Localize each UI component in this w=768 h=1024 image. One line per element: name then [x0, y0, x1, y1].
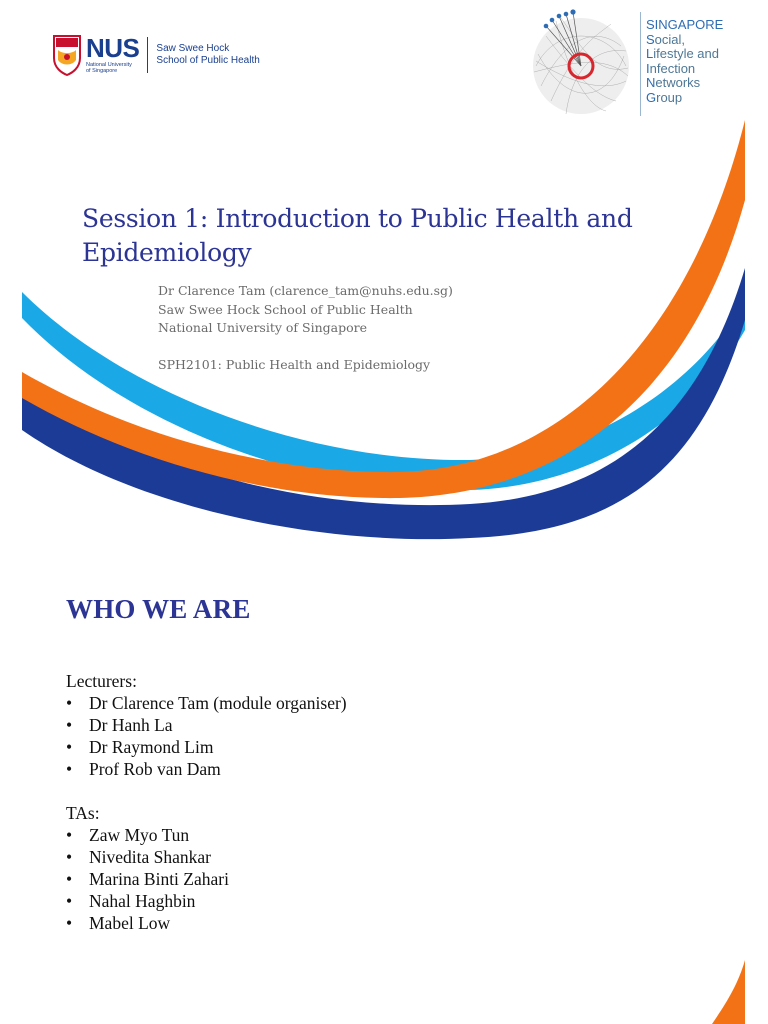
sling-line-5: Networks: [646, 75, 701, 90]
sling-line-6: Group: [646, 89, 683, 105]
sling-line-4: Infection: [646, 60, 696, 76]
school-name-line2: School of Public Health: [156, 55, 260, 66]
sling-line-1: SINGAPORE: [646, 17, 724, 32]
nus-sub-line1: National University: [86, 62, 132, 68]
bullet-icon: •: [66, 847, 73, 867]
sling-logo-text: [646, 18, 723, 105]
sling-logo-divider: [640, 12, 641, 116]
tas-label: TAs:: [66, 803, 100, 823]
bullet-icon: •: [66, 891, 73, 911]
lecturers-label: Lecturers:: [66, 671, 137, 691]
author-block: [158, 282, 453, 338]
list-item: • Dr Raymond Lim: [66, 737, 214, 757]
bullet-icon: •: [66, 737, 73, 757]
lecturers-list: [66, 692, 347, 780]
people-list: [66, 670, 347, 934]
nus-sub-line2: of Singapore: [86, 68, 118, 74]
tas-list: [66, 824, 347, 934]
sling-line-3: Lifestyle and: [646, 46, 719, 61]
nus-logo-divider: [147, 37, 148, 73]
list-item: • Dr Clarence Tam (module organiser): [66, 693, 347, 713]
sling-network-logo-icon: [526, 6, 636, 118]
school-name-line1: Saw Swee Hock: [156, 43, 230, 54]
list-item: • Prof Rob van Dam: [66, 759, 221, 779]
list-item: • Mabel Low: [66, 913, 171, 933]
bottom-orange-sliver: [712, 960, 745, 1024]
list-item: • Nahal Haghbin: [66, 891, 196, 911]
nus-crest-icon: [52, 34, 82, 76]
bullet-icon: •: [66, 715, 73, 735]
author-school: Saw Swee Hock School of Public Health: [158, 301, 413, 317]
bullet-icon: •: [66, 759, 73, 779]
bullet-icon: •: [66, 693, 73, 713]
list-item: • Zaw Myo Tun: [66, 825, 190, 845]
nus-wordmark: NUS: [86, 33, 140, 63]
nus-logo: [52, 30, 260, 80]
author-university: National University of Singapore: [158, 320, 367, 335]
list-item: • Nivedita Shankar: [66, 847, 211, 867]
bullet-icon: •: [66, 825, 73, 845]
author-name-email: Dr Clarence Tam (clarence_tam@nuhs.edu.sg): [158, 283, 453, 298]
bullet-icon: •: [66, 913, 73, 933]
bullet-icon: •: [66, 869, 73, 889]
section-heading: WHO WE ARE: [66, 594, 251, 624]
group-spacer: [66, 780, 347, 802]
list-item: • Marina Binti Zahari: [66, 869, 229, 889]
course-code: SPH2101: Public Health and Epidemiology: [158, 357, 431, 372]
session-title: Session 1: Introduction to Public Health and Epidemiology: [82, 204, 633, 267]
list-item: • Dr Hanh La: [66, 715, 173, 735]
sling-line-2: Social,: [646, 31, 686, 47]
